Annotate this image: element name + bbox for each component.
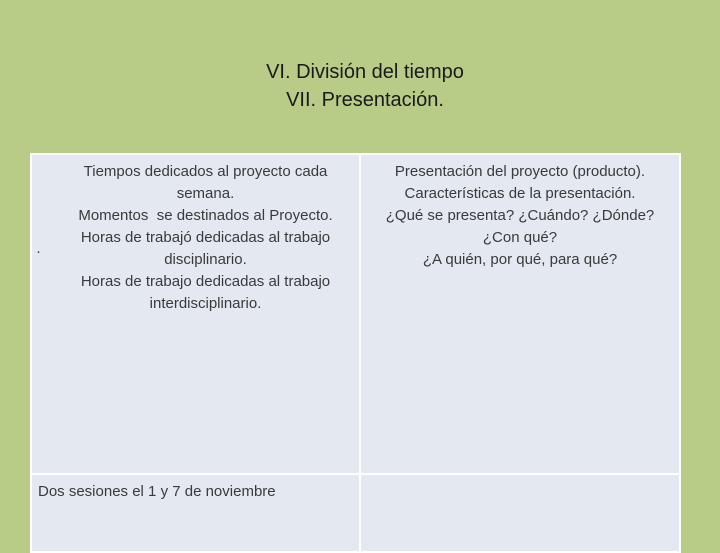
text-line: ¿Con qué? bbox=[482, 229, 558, 246]
bullet-marker: · bbox=[36, 243, 41, 260]
title-line-1: VI. División del tiempo bbox=[266, 61, 464, 83]
presentation-text bbox=[361, 155, 679, 271]
time-division-text bbox=[32, 155, 359, 315]
cell-sessions bbox=[31, 474, 360, 552]
text-line: interdisciplinario. bbox=[149, 295, 262, 312]
cell-time-division bbox=[31, 154, 360, 474]
slide-title bbox=[0, 58, 720, 114]
text-line: ¿Qué se presenta? ¿Cuándo? ¿Dónde? bbox=[385, 207, 655, 224]
cell-empty bbox=[360, 474, 680, 552]
table-row bbox=[31, 154, 680, 474]
title-line-2: VII. Presentación. bbox=[286, 89, 444, 111]
text-line: Tiempos dedicados al proyecto cada bbox=[83, 163, 328, 180]
text-line: Presentación del proyecto (producto). bbox=[394, 163, 646, 180]
sessions-text: Dos sesiones el 1 y 7 de noviembre bbox=[38, 483, 276, 500]
text-line: Características de la presentación. bbox=[404, 185, 636, 202]
table-row bbox=[31, 474, 680, 552]
text-line: semana. bbox=[176, 185, 235, 202]
text-line: Horas de trabajo dedicadas al trabajo bbox=[80, 273, 331, 290]
cell-presentation bbox=[360, 154, 680, 474]
text-line: Horas de trabajó dedicadas al trabajo bbox=[80, 229, 331, 246]
text-line: Momentos se destinados al Proyecto. bbox=[78, 207, 333, 224]
text-line: disciplinario. bbox=[164, 251, 247, 268]
text-line: ¿A quién, por qué, para qué? bbox=[422, 251, 618, 268]
content-table bbox=[30, 153, 681, 553]
